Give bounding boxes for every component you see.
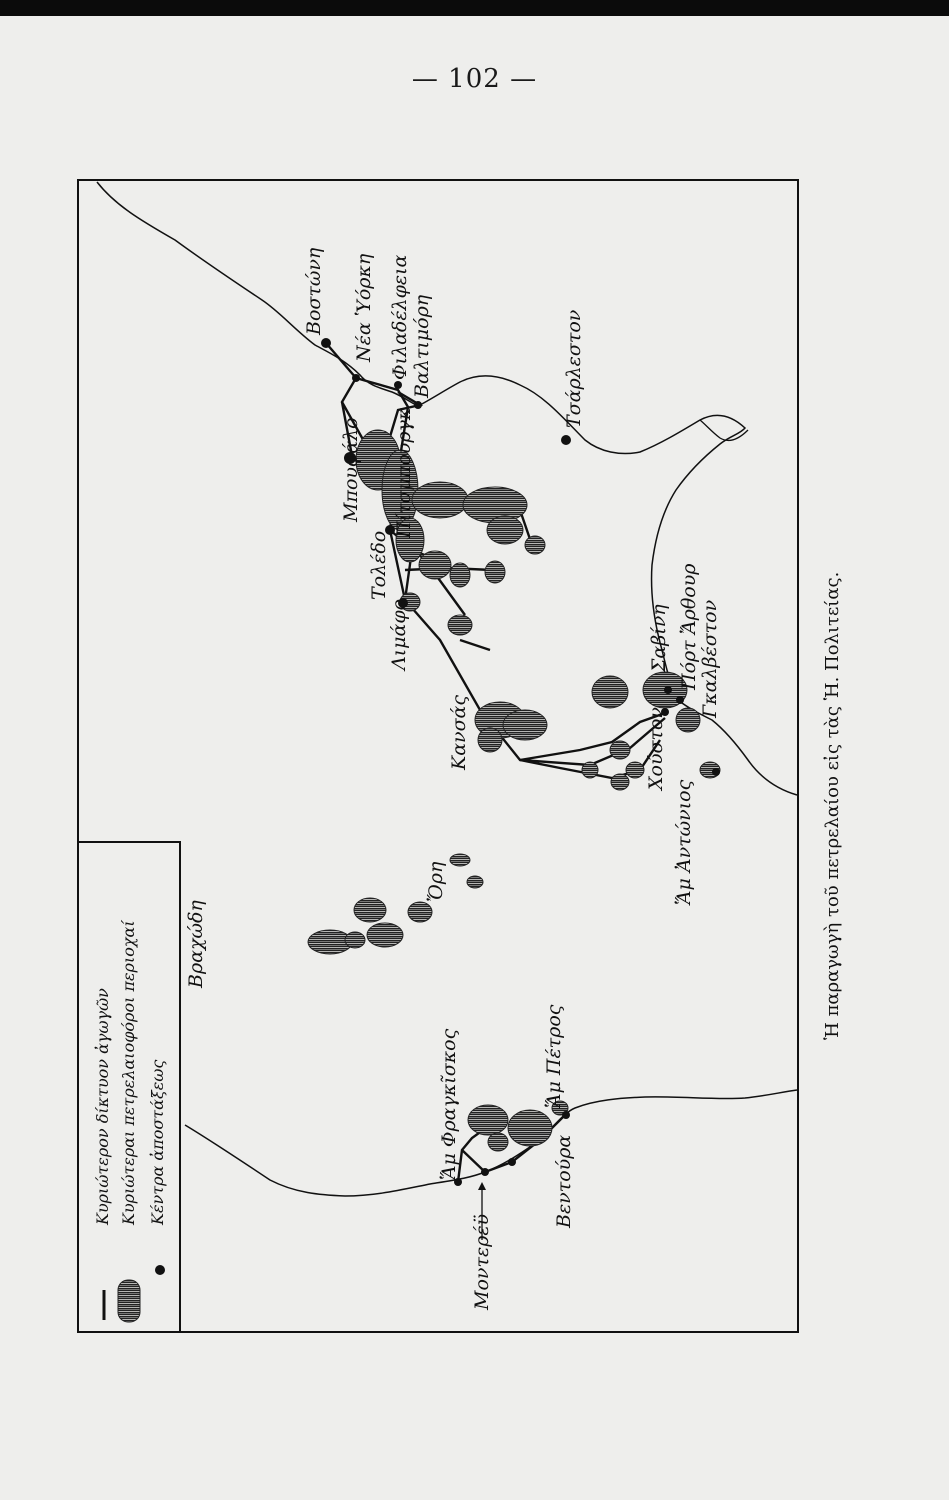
label-baltimore: Βαλτιμόρη <box>411 294 433 398</box>
label-ventura: Βεντούρα <box>553 1134 575 1228</box>
legend-symbol-hatched <box>118 1280 140 1322</box>
label-mountains: Ὄρη <box>425 861 447 902</box>
label-kansas: Κανσάς <box>448 694 470 770</box>
label-port-arthur: Πόρτ Ἄρθουρ <box>678 563 700 690</box>
florida-coast <box>700 420 748 440</box>
label-lima: Λιμάφο <box>388 598 410 670</box>
page-number: — 102 — <box>411 64 538 94</box>
label-galveston: Γκαλβέστον <box>699 599 721 718</box>
legend-label-pipelines: Κυριώτερον δίκτυον ἀγωγῶν <box>93 988 112 1225</box>
label-new-york: Νέα Ὑόρκη <box>353 253 375 362</box>
legend-label-refineries: Κέντρα ἀποστάξεως <box>148 1059 167 1225</box>
label-houston: Χούστον <box>645 707 667 790</box>
label-san-francisco: Ἅμ Φραγκῖσκος <box>438 1028 460 1180</box>
label-boston: Βοστώνη <box>303 247 325 335</box>
legend-symbol-dot <box>155 1265 165 1275</box>
label-monterey: Μοντερέϋ <box>471 1213 493 1310</box>
label-sabine: Σαβίνη <box>648 604 670 672</box>
legend <box>78 842 180 1332</box>
label-philadelphia: Φιλαδέλφεια <box>389 254 411 380</box>
label-buffalo: Μπουφάλο <box>340 417 362 522</box>
label-los-angeles: Ἅμ Πέτρος <box>543 1004 565 1108</box>
legend-label-oil-fields: Κυριώτεραι πετρελαιοφόροι περιοχαί <box>119 920 138 1225</box>
label-rockies: Βραχώδη <box>185 900 207 988</box>
label-charleston: Τσάρλεστον <box>563 309 585 428</box>
label-toledo: Τολέδο <box>368 530 390 600</box>
figure-caption: Ἡ παραγωγὴ τοῦ πετρελαίου εἰς τὰς Ἡ. Πολιτείας. <box>822 571 843 1040</box>
label-pittsburgh: Πίτσμπουργκ <box>393 407 415 538</box>
label-san-antonio: Ἅμ Ἀντώνιος <box>673 779 695 905</box>
